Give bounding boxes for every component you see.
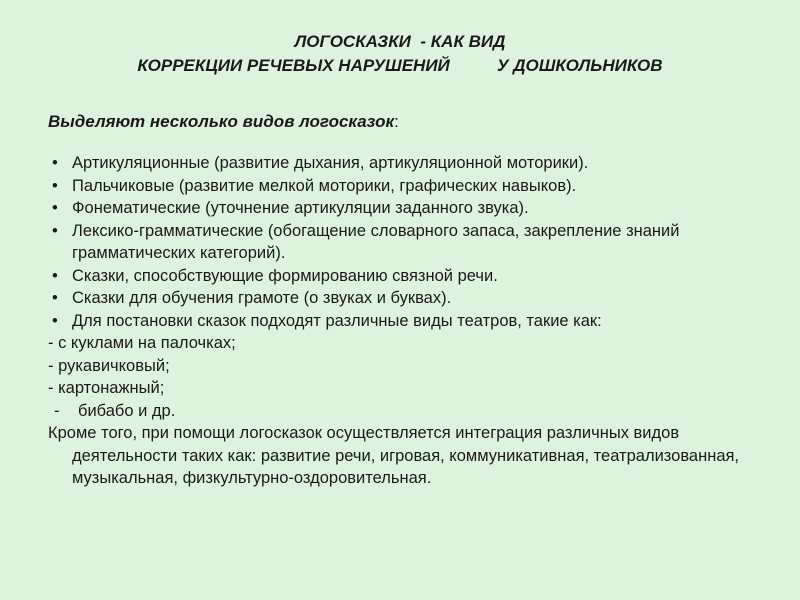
dash-mark: - bbox=[54, 401, 60, 420]
list-item: • Сказки для обучения грамоте (о звуках и буквах). bbox=[48, 287, 758, 310]
intro-suffix: : bbox=[394, 112, 399, 131]
list-item: • Артикуляционные (развитие дыхания, артикуляционной моторики). bbox=[48, 152, 758, 175]
title-line-1: ЛОГОСКАЗКИ - КАК ВИД bbox=[294, 32, 506, 51]
slide-body bbox=[48, 152, 758, 490]
list-item: • Пальчиковые (развитие мелкой моторики, графических навыков). bbox=[48, 175, 758, 198]
list-item: • Для постановки сказок подходят различные виды театров, такие как: bbox=[48, 310, 758, 333]
intro-text bbox=[48, 111, 399, 133]
theatre-item-text: бибабо и др. bbox=[78, 401, 176, 420]
list-item: • Лексико-грамматические (обогащение словарного запаса, закрепление знаний грамматических категорий). bbox=[48, 220, 758, 265]
intro-emphasis: Выделяют несколько видов логосказок bbox=[48, 112, 395, 131]
title-line-2: КОРРЕКЦИИ РЕЧЕВЫХ НАРУШЕНИЙ У ДОШКОЛЬНИКОВ bbox=[137, 56, 663, 75]
list-item: • Сказки, способствующие формированию связной речи. bbox=[48, 265, 758, 288]
theatre-item: - рукавичковый; bbox=[48, 356, 170, 375]
list-item: • Фонематические (уточнение артикуляции заданного звука). bbox=[48, 197, 758, 220]
theatre-types bbox=[48, 332, 758, 422]
theatre-item: - картонажный; bbox=[48, 379, 165, 397]
types-list bbox=[48, 152, 758, 332]
closing-paragraph: Кроме того, при помощи логосказок осуществляется интеграция различных видов деятельности таких как: развитие речи, игровая, коммуникативная, театрализованная, музыкальная, физкультурно-оздоровительная. bbox=[48, 424, 740, 487]
theatre-item: - с куклами на палочках; bbox=[48, 334, 236, 352]
theatre-item bbox=[48, 400, 758, 423]
slide-title bbox=[0, 30, 800, 78]
